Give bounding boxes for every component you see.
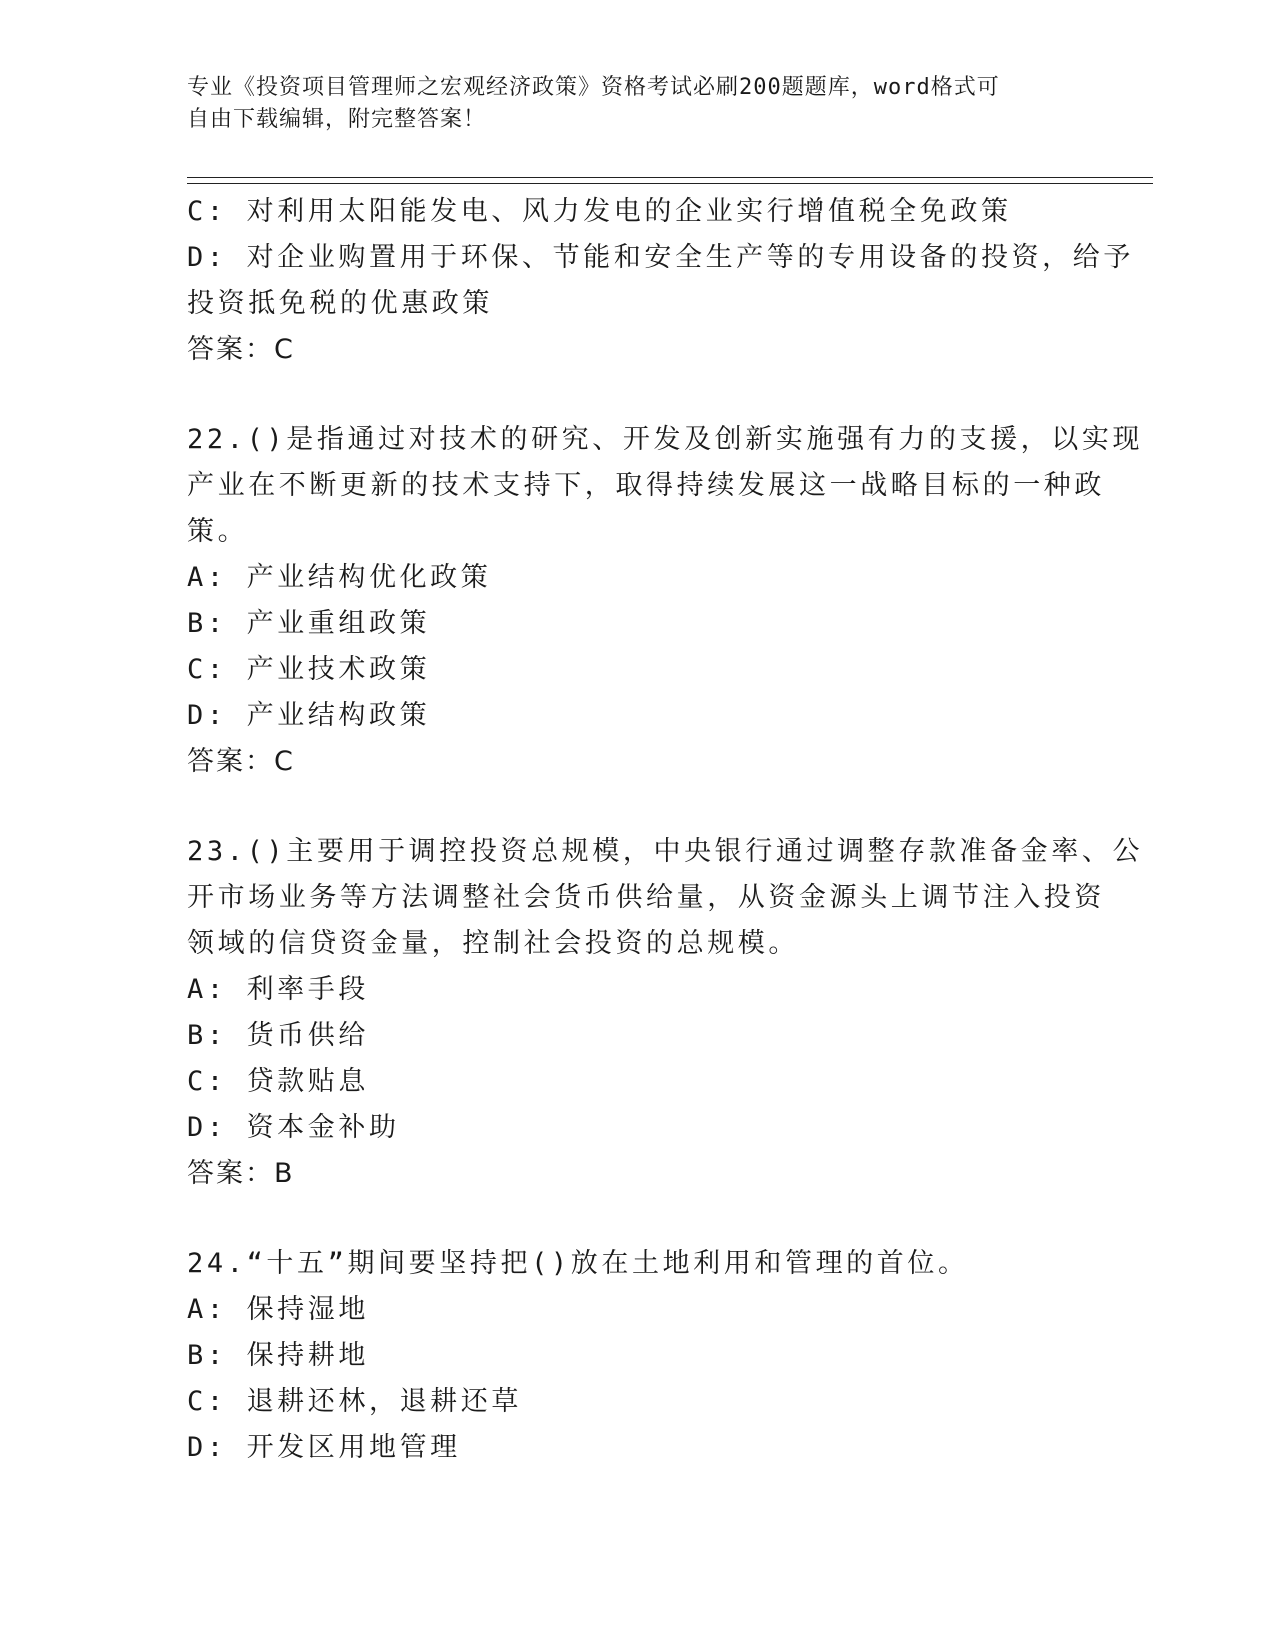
question-stem: 24.“十五”期间要坚持把()放在土地利用和管理的首位。 (187, 1248, 969, 1279)
question-stem-continued: 策。 (187, 516, 249, 547)
option-d-continued: 投资抵免税的优惠政策 (187, 288, 493, 319)
option-c: C: 退耕还林，退耕还草 (187, 1386, 522, 1417)
option-d: D: 对企业购置用于环保、节能和安全生产等的专用设备的投资，给予 (187, 242, 1134, 273)
option-a: A: 产业结构优化政策 (187, 562, 492, 593)
question-24 (187, 1241, 1087, 1471)
header-line-2: 自由下载编辑，附完整答案！ (187, 107, 487, 132)
option-a: A: 利率手段 (187, 974, 369, 1005)
option-a: A: 保持湿地 (187, 1294, 369, 1325)
answer: 答案：C (187, 334, 295, 365)
option-d: D: 开发区用地管理 (187, 1432, 461, 1463)
question-stem: 22.()是指通过对技术的研究、开发及创新实施强有力的支援，以实现 (187, 424, 1144, 455)
question-stem-continued: 产业在不断更新的技术支持下，取得持续发展这一战略目标的一种政 (187, 470, 1105, 501)
option-c: C: 对利用太阳能发电、风力发电的企业实行增值税全免政策 (187, 196, 1012, 227)
spacer (187, 785, 1087, 829)
question-stem: 23.()主要用于调控投资总规模，中央银行通过调整存款准备金率、公 (187, 836, 1144, 867)
question-list (187, 189, 1144, 1471)
option-d: D: 产业结构政策 (187, 700, 431, 731)
spacer (187, 1197, 1087, 1241)
option-b: B: 保持耕地 (187, 1340, 369, 1371)
answer: 答案：C (187, 746, 295, 777)
option-c: C: 贷款贴息 (187, 1066, 369, 1097)
question-22 (187, 417, 1144, 785)
spacer (187, 373, 1087, 417)
header-divider-top (187, 177, 1153, 178)
question-21 (187, 189, 1134, 373)
option-d: D: 资本金补助 (187, 1112, 400, 1143)
header-line-1: 专业《投资项目管理师之宏观经济政策》资格考试必刷200题题库，word格式可 (187, 75, 1000, 100)
question-stem-continued: 领域的信贷资金量，控制社会投资的总规模。 (187, 928, 799, 959)
option-b: B: 货币供给 (187, 1020, 369, 1051)
option-c: C: 产业技术政策 (187, 654, 431, 685)
question-23 (187, 829, 1144, 1197)
option-b: B: 产业重组政策 (187, 608, 431, 639)
header-divider-bottom (187, 183, 1153, 184)
answer: 答案：B (187, 1158, 295, 1189)
document-header (187, 72, 1067, 136)
question-stem-continued: 开市场业务等方法调整社会货币供给量，从资金源头上调节注入投资 (187, 882, 1105, 913)
